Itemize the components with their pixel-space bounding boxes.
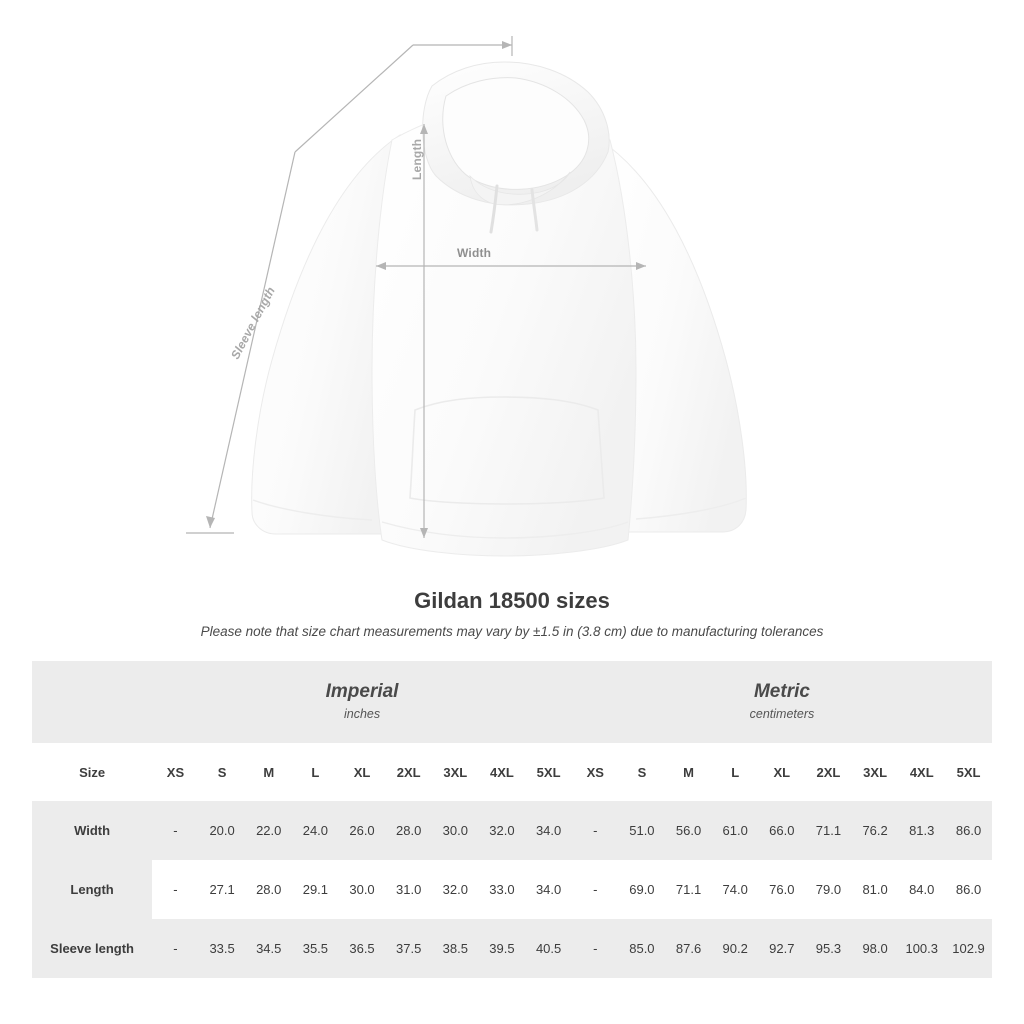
size-header-metric-3xl: 3XL — [852, 743, 899, 801]
size-table-wrapper — [32, 661, 992, 978]
cell-length-cm-m: 71.1 — [665, 860, 712, 919]
cell-length-cm-4xl: 84.0 — [898, 860, 945, 919]
cell-sleeve-cm-xs: - — [572, 919, 619, 978]
cell-width-cm-2xl: 71.1 — [805, 801, 852, 860]
size-header-metric-m: M — [665, 743, 712, 801]
size-header-metric-4xl: 4XL — [898, 743, 945, 801]
size-header-imperial-xl: XL — [339, 743, 386, 801]
cell-length-cm-xs: - — [572, 860, 619, 919]
metric-unit-name: Metric — [753, 680, 810, 702]
cell-length-in-l: 29.1 — [292, 860, 339, 919]
row-label-sleeve-length: Sleeve length — [32, 919, 152, 978]
row-label-width: Width — [32, 801, 152, 860]
cell-width-cm-l: 61.0 — [712, 801, 759, 860]
cell-sleeve-cm-l: 90.2 — [712, 919, 759, 978]
cell-width-in-xl: 26.0 — [339, 801, 386, 860]
size-header-imperial-xs: XS — [152, 743, 199, 801]
size-header-imperial-m: M — [245, 743, 292, 801]
cell-length-cm-2xl: 79.0 — [805, 860, 852, 919]
cell-width-in-3xl: 30.0 — [432, 801, 479, 860]
imperial-unit-sub: inches — [343, 707, 381, 722]
cell-sleeve-cm-3xl: 98.0 — [852, 919, 899, 978]
cell-sleeve-in-4xl: 39.5 — [479, 919, 526, 978]
cell-sleeve-cm-m: 87.6 — [665, 919, 712, 978]
metric-unit-cell — [572, 661, 992, 743]
table-row — [32, 860, 992, 919]
size-header-metric-2xl: 2XL — [805, 743, 852, 801]
cell-sleeve-in-xl: 36.5 — [339, 919, 386, 978]
cell-sleeve-cm-xl: 92.7 — [759, 919, 806, 978]
size-header-metric-xl: XL — [759, 743, 806, 801]
size-header-metric-s: S — [619, 743, 666, 801]
cell-sleeve-in-xs: - — [152, 919, 199, 978]
imperial-unit-name: Imperial — [325, 680, 399, 702]
width-dimension-label: Width — [457, 246, 492, 260]
cell-width-in-2xl: 28.0 — [385, 801, 432, 860]
cell-length-in-xs: - — [152, 860, 199, 919]
size-chart-table — [32, 661, 992, 978]
cell-length-in-2xl: 31.0 — [385, 860, 432, 919]
cell-width-in-4xl: 32.0 — [479, 801, 526, 860]
size-column-label: Size — [32, 743, 152, 801]
cell-sleeve-cm-s: 85.0 — [619, 919, 666, 978]
cell-length-cm-5xl: 86.0 — [945, 860, 992, 919]
size-header-metric-l: L — [712, 743, 759, 801]
size-header-imperial-5xl: 5XL — [525, 743, 572, 801]
cell-width-cm-4xl: 81.3 — [898, 801, 945, 860]
cell-width-cm-m: 56.0 — [665, 801, 712, 860]
size-header-imperial-l: L — [292, 743, 339, 801]
cell-width-in-l: 24.0 — [292, 801, 339, 860]
cell-width-in-s: 20.0 — [199, 801, 246, 860]
row-label-length: Length — [32, 860, 152, 919]
size-header-imperial-4xl: 4XL — [479, 743, 526, 801]
cell-sleeve-in-l: 35.5 — [292, 919, 339, 978]
cell-width-cm-s: 51.0 — [619, 801, 666, 860]
cell-length-cm-3xl: 81.0 — [852, 860, 899, 919]
cell-length-in-s: 27.1 — [199, 860, 246, 919]
cell-length-cm-l: 74.0 — [712, 860, 759, 919]
cell-length-in-4xl: 33.0 — [479, 860, 526, 919]
cell-width-cm-xs: - — [572, 801, 619, 860]
size-header-imperial-2xl: 2XL — [385, 743, 432, 801]
cell-sleeve-in-3xl: 38.5 — [432, 919, 479, 978]
unit-blank-cell — [32, 661, 152, 743]
size-header-metric-5xl: 5XL — [945, 743, 992, 801]
unit-header-row — [32, 661, 992, 743]
cell-width-cm-3xl: 76.2 — [852, 801, 899, 860]
cell-length-cm-xl: 76.0 — [759, 860, 806, 919]
cell-length-in-m: 28.0 — [245, 860, 292, 919]
cell-length-in-3xl: 32.0 — [432, 860, 479, 919]
length-dimension-label: Length — [410, 138, 424, 180]
table-row — [32, 801, 992, 860]
metric-unit-sub: centimeters — [749, 707, 815, 722]
size-header-imperial-3xl: 3XL — [432, 743, 479, 801]
page-title: Gildan 18500 sizes — [414, 588, 610, 613]
cell-sleeve-in-2xl: 37.5 — [385, 919, 432, 978]
cell-width-cm-5xl: 86.0 — [945, 801, 992, 860]
cell-width-cm-xl: 66.0 — [759, 801, 806, 860]
cell-length-in-5xl: 34.0 — [525, 860, 572, 919]
cell-width-in-xs: - — [152, 801, 199, 860]
imperial-unit-cell — [152, 661, 572, 743]
cell-sleeve-in-5xl: 40.5 — [525, 919, 572, 978]
cell-width-in-5xl: 34.0 — [525, 801, 572, 860]
cell-length-cm-s: 69.0 — [619, 860, 666, 919]
cell-sleeve-in-s: 33.5 — [199, 919, 246, 978]
size-header-row — [32, 743, 992, 801]
size-header-imperial-s: S — [199, 743, 246, 801]
size-header-metric-xs: XS — [572, 743, 619, 801]
cell-length-in-xl: 30.0 — [339, 860, 386, 919]
cell-sleeve-cm-2xl: 95.3 — [805, 919, 852, 978]
cell-width-in-m: 22.0 — [245, 801, 292, 860]
cell-sleeve-in-m: 34.5 — [245, 919, 292, 978]
cell-sleeve-cm-4xl: 100.3 — [898, 919, 945, 978]
page-subtitle: Please note that size chart measurements may vary by ±1.5 in (3.8 cm) due to manufacturing tolerances — [200, 624, 824, 639]
sleeve-length-dimension-label: Sleeve length — [228, 284, 278, 362]
cell-sleeve-cm-5xl: 102.9 — [945, 919, 992, 978]
table-row — [32, 919, 992, 978]
